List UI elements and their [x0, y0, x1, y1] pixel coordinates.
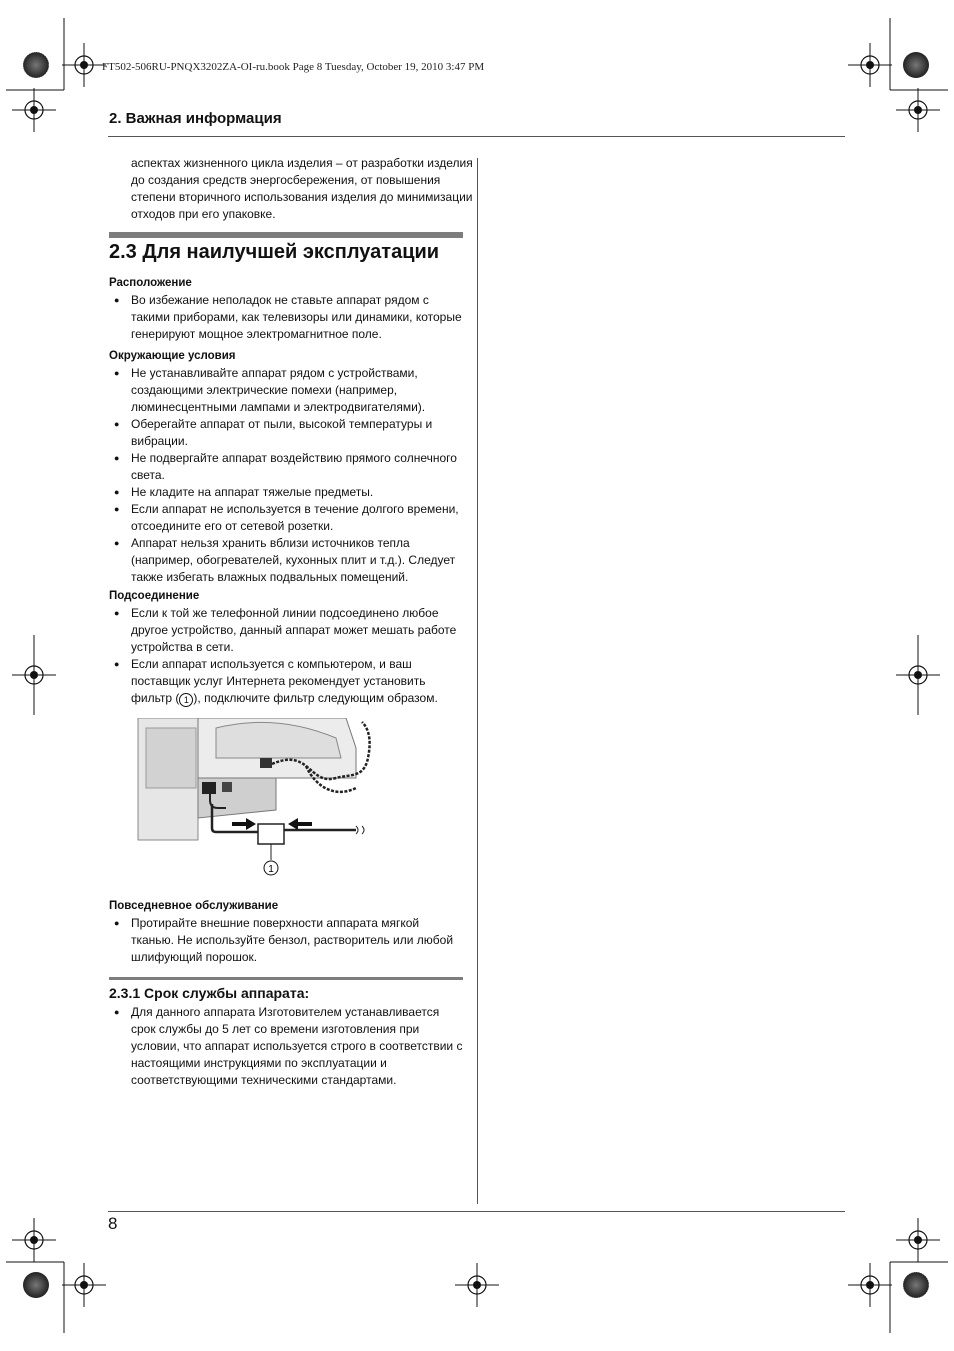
connection-heading: Подсоединение	[109, 590, 200, 602]
filter-callout-marker: 1	[179, 693, 193, 707]
maintenance-block	[109, 898, 465, 966]
figure-callout-label: 1	[268, 864, 274, 875]
environment-item: ● Не кладите на аппарат тяжелые предметы.	[109, 484, 465, 501]
maintenance-item: ● Протирайте внешние поверхности аппарата мягкой тканью. Не используйте бензол, растворитель или любой шлифующий порошок.	[109, 915, 465, 966]
subsection-bar	[109, 977, 463, 980]
environment-item: ● Не устанавливайте аппарат рядом с устройствами, создающими электрические помехи (например, люминесцентными лампами и электродвигателями).	[109, 365, 465, 416]
filter-connection-illustration	[136, 718, 376, 880]
footer-rule	[108, 1211, 845, 1212]
section-bar	[109, 232, 463, 238]
print-slug-line: FT502-506RU-PNQX3202ZA-OI-ru.book Page 8 Tuesday, October 19, 2010 3:47 PM	[102, 61, 485, 73]
location-item: ● Во избежание неполадок не ставьте аппарат рядом с такими приборами, как телевизоры или динамики, которые генерируют мощное электромагнитное поле.	[109, 292, 465, 343]
environment-heading: Окружающие условия	[109, 350, 236, 362]
column-divider	[477, 158, 478, 1204]
lifetime-block	[109, 1004, 465, 1089]
intro-paragraph: аспектах жизненного цикла изделия – от разработки изделия до создания средств энергосбережения, от повышения степени вторичного использования изделия до минимизации отходов при его упаковке.	[131, 156, 473, 221]
header-rule	[108, 136, 845, 137]
maintenance-heading: Повседневное обслуживание	[109, 900, 279, 912]
environment-block	[109, 348, 465, 586]
lifetime-item: ● Для данного аппарата Изготовителем устанавливается срок службы до 5 лет со времени изготовления при условии, что аппарат используется строго в соответствии с настоящими инструкциями по эксплуатации и соответствующими техническими стандартами.	[109, 1004, 465, 1089]
environment-item: ● Аппарат нельзя хранить вблизи источников тепла (например, обогревателей, кухонных плит и т.д.). Следует также избегать влажных подвальных помещений.	[109, 535, 465, 586]
environment-item: ● Оберегайте аппарат от пыли, высокой температуры и вибрации.	[109, 416, 465, 450]
location-block	[109, 275, 465, 343]
section-title: 2.3 Для наилучшей эксплуатации	[109, 241, 440, 263]
page-number: 8	[108, 1214, 118, 1233]
environment-item: ● Если аппарат не используется в течение долгого времени, отсоедините его от сетевой розетки.	[109, 501, 465, 535]
running-header: 2. Важная информация	[109, 110, 282, 127]
connection-item: ● Если аппарат используется с компьютером, и ваш поставщик услуг Интернета рекомендует установить фильтр ( 1 ), подключите фильтр следующим образом.	[109, 656, 465, 707]
subsection-title: 2.3.1 Срок службы аппарата:	[109, 985, 310, 1001]
connection-block	[109, 588, 465, 707]
environment-item: ● Не подвергайте аппарат воздействию прямого солнечного света.	[109, 450, 465, 484]
connection-item: ● Если к той же телефонной линии подсоединено любое другое устройство, данный аппарат может мешать работе устройства в сети.	[109, 605, 465, 656]
location-heading: Расположение	[109, 277, 192, 289]
